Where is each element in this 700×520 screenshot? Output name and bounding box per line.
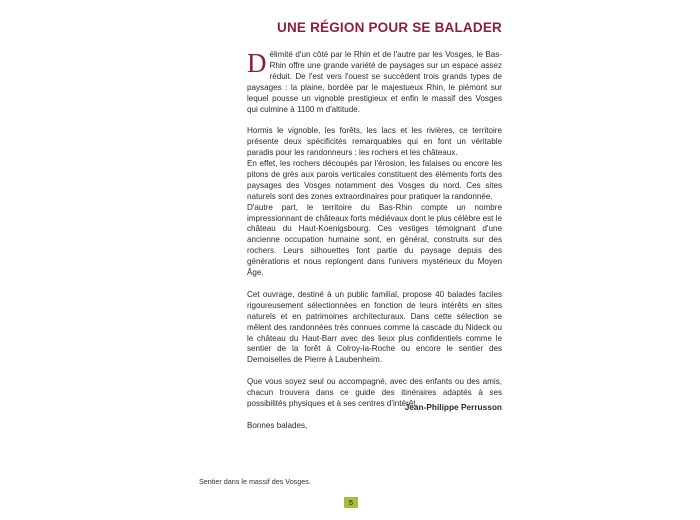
drop-cap: D (247, 48, 267, 78)
paragraph: D'autre part, le territoire du Bas-Rhin compte un nombre impressionnant de châteaux forts médiévaux dont le plus célèbre est le château du Haut-Koenigsbourg. Ces vestiges témoignant d'une ancienne occupation humaine sont, en général, construits sur des rochers. Leurs silhouettes font partie du paysage depuis des générations et nous replongent dans l'univers mystérieux du Moyen Âge. (247, 202, 502, 278)
paragraph: Cet ouvrage, destiné à un public familial, propose 40 balades faciles rigoureusement sélectionnées en fonction de leurs intérêts en sites naturels et en patrimoines architecturaux. Dans cette sélection se mêlent des randonnées très connues comme la cascade du Nideck ou le château du Haut-Barr avec des lieux plus confidentiels comme le sentier de la forêt à Colroy-la-Roche ou encore le sentier des Demoiselles de Pierre à Laubenheim. (247, 289, 502, 365)
paragraph: Hormis le vignoble, les forêts, les lacs et les rivières, ce territoire présente deux spécificités remarquables qui en font un véritable paradis pour les randonneurs : les rochers et les châteaux. (247, 126, 502, 158)
photo-caption: Sentier dans le massif des Vosges. (199, 477, 311, 486)
page-title: UNE RÉGION POUR SE BALADER (277, 20, 502, 35)
closing-line: Bonnes balades, (247, 420, 308, 430)
paragraph-intro-text: élimité d'un côté par le Rhin et de l'autre par les Vosges, le Bas-Rhin offre une grande variété de paysages sur un espace assez réduit. De l'est vers l'ouest se succèdent trois grands types de paysages : la plaine, bordée par le majestueux Rhin, le piémont sur lequel pousse un vignoble prestigieux et enfin le massif des Vosges qui culmine à 1100 m d'altitude. (247, 50, 502, 114)
author-signature: Jean-Philippe Perrusson (404, 402, 502, 412)
paragraph-intro (247, 50, 502, 115)
article-body (247, 50, 502, 443)
paragraph: Que vous soyez seul ou accompagné, avec des enfants ou des amis, chacun trouvera dans ce guide des itinéraires adaptés à ses possibilités physiques et à ses centres d'intérêt. (247, 377, 502, 408)
page-number-badge: 5 (344, 497, 358, 508)
paragraph: En effet, les rochers découpés par l'érosion, les falaises ou encore les pitons de grès aux parois verticales constituent des éléments forts des paysages des Vosges notamment des Vosges du nord. Ces sites naturels sont des zones extraordinaires pour pratiquer la randonnée. (247, 159, 502, 201)
